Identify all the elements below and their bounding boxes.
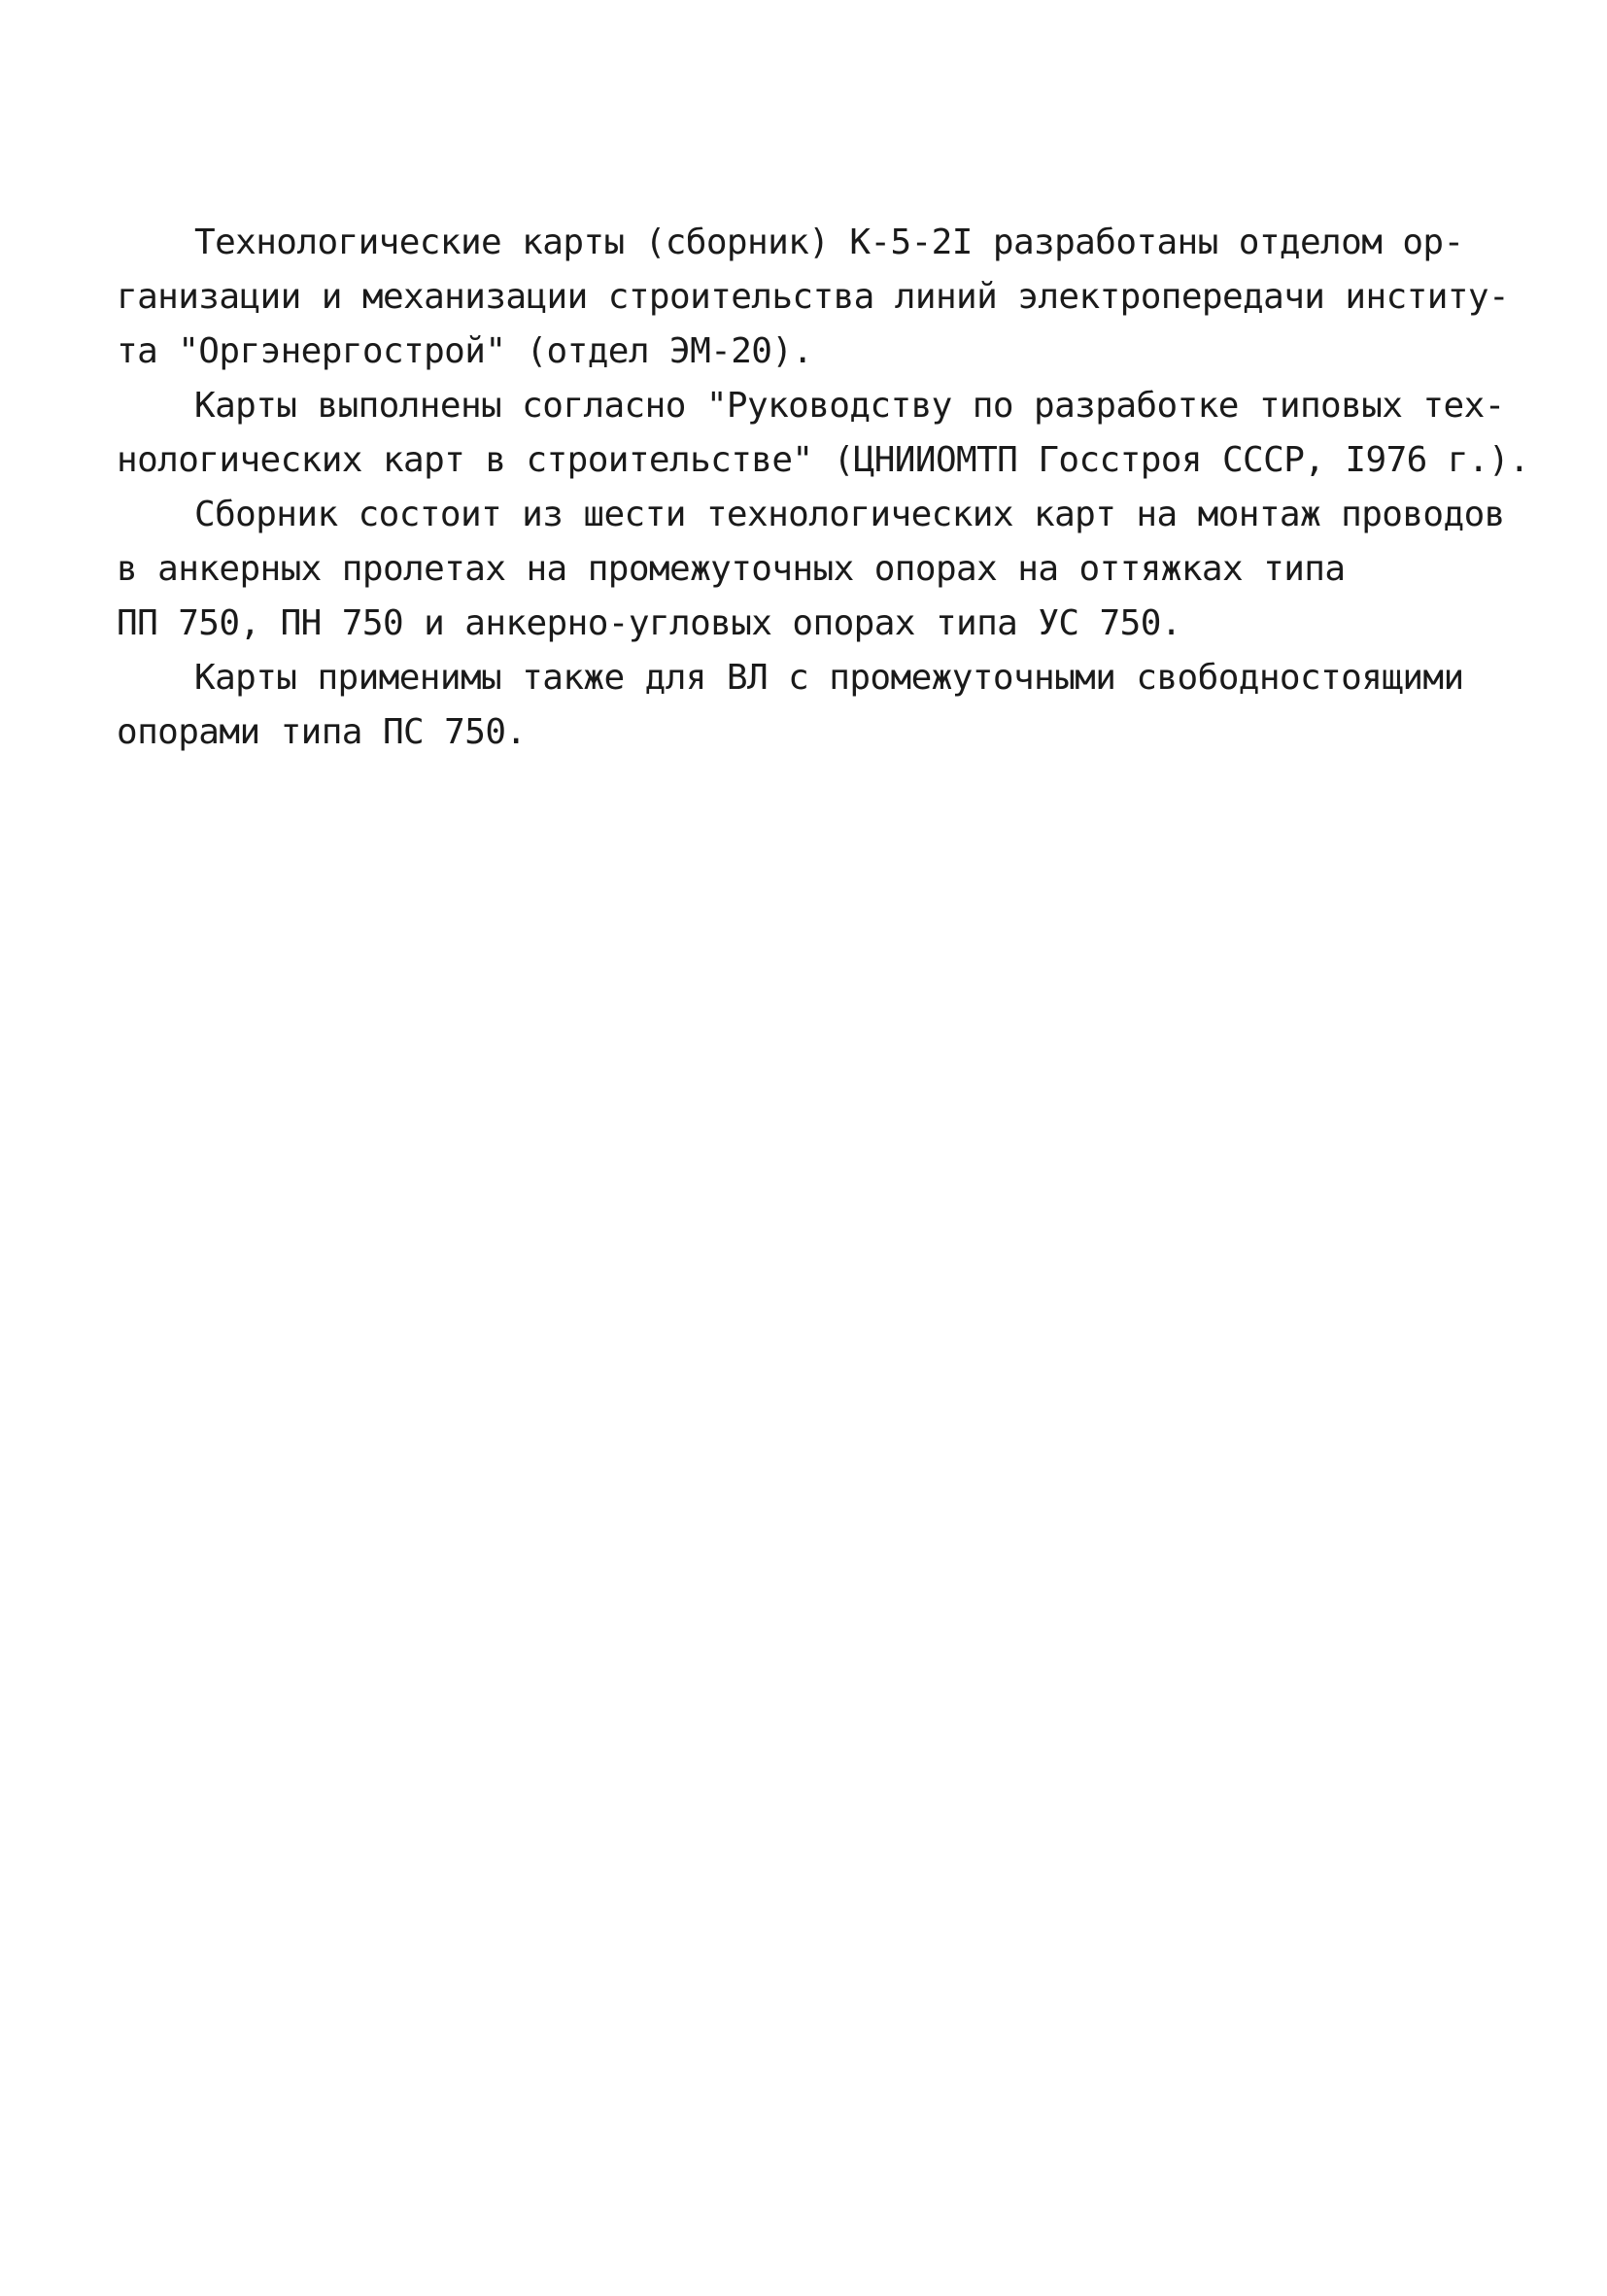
paragraph-line: ганизации и механизации строительства линий электропередачи институ- — [117, 277, 1510, 317]
paragraph-line: Сборник состоит из шести технологических карт на монтаж проводов — [194, 495, 1505, 534]
paragraph-line: Карты выполнены согласно "Руководству по разработке типовых тех- — [194, 386, 1505, 426]
paragraph-line: в анкерных пролетах на промежуточных опорах на оттяжках типа — [117, 549, 1346, 589]
paragraph-line: нологических карт в строительстве" (ЦНИИОМТП Госстроя СССР, I976 г.). — [117, 440, 1530, 480]
paragraph-contents — [117, 488, 1505, 651]
paragraph-guidance — [117, 379, 1530, 488]
paragraph-developers — [117, 216, 1510, 379]
paragraph-line: опорами типа ПС 750. — [117, 712, 527, 752]
paragraph-line: та "Оргэнергострой" (отдел ЭМ-20). — [117, 331, 813, 371]
paragraph-line: Технологические карты (сборник) К-5-2I разработаны отделом ор- — [194, 223, 1464, 262]
paragraph-line: Карты применимы также для ВЛ с промежуточными свободностоящими — [194, 658, 1464, 698]
document-body — [117, 216, 1530, 760]
paragraph-applicability — [117, 651, 1496, 760]
paragraph-line: ПП 750, ПН 750 и анкерно-угловых опорах типа УС 750. — [117, 603, 1181, 643]
